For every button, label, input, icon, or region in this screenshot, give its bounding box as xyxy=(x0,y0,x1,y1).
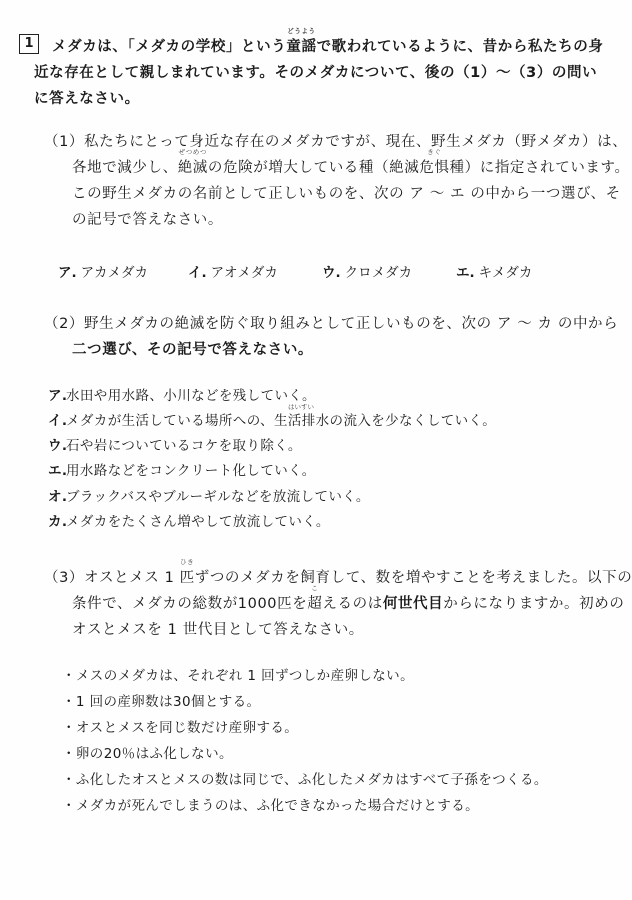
choice-text: アオメダカ xyxy=(210,265,278,281)
q1-choice-a xyxy=(58,261,148,281)
option-key: イ. xyxy=(48,413,68,429)
intro-text-b: で歌われているように、昔から私たちの身 xyxy=(316,39,604,55)
q3-text-b: えるのは xyxy=(322,596,383,612)
q1-text-c: 種）に指定されています。 xyxy=(449,160,630,176)
q2-option-a xyxy=(48,384,316,404)
intro-line-1 xyxy=(52,27,604,56)
q3-condition: ・メスのメダカは、それぞれ 1 回ずつしか産卵しない。 xyxy=(62,668,414,684)
q1-line-4: の記号で答えなさい。 xyxy=(72,212,223,228)
ruby-text: ひき xyxy=(180,558,195,566)
option-key: ウ. xyxy=(48,438,68,454)
ruby-text: こ xyxy=(311,584,319,592)
ruby-base: 匹 xyxy=(179,570,195,586)
option-text: メダカが生活している場所への、生活排水の流入を少なくしていく。 xyxy=(66,413,497,429)
q3-line-2 xyxy=(72,584,625,613)
q3-condition: ・卵の20％はふ化しない。 xyxy=(62,746,233,762)
q1-line-2 xyxy=(72,148,630,177)
question-number-box: 1 xyxy=(19,34,39,54)
q3-line-1 xyxy=(44,558,632,587)
ruby-base: 超 xyxy=(307,596,323,612)
choice-key: イ. xyxy=(188,265,207,281)
q2-option-u xyxy=(48,434,302,454)
intro-line-2: 近な存在として親しまれています。そのメダカについて、後の（1）～（3）の問い xyxy=(34,65,598,81)
option-text: メダカをたくさん増やして放流していく。 xyxy=(66,514,330,530)
q3-text-b: ずつのメダカを飼育して、数を増やすことを考えました。以下の xyxy=(194,570,632,586)
q3-condition: ・メダカが死んでしまうのは、ふ化できなかった場合だけとする。 xyxy=(62,798,479,814)
ruby-text: ぜつめつ xyxy=(178,148,207,156)
q1-text-b: の危険が増大している種（絶滅 xyxy=(207,160,420,176)
ruby-base: 絶滅 xyxy=(177,160,208,176)
option-text: ブラックバスやブルーギルなどを放流していく。 xyxy=(66,489,370,505)
q3-condition: ・1 回の産卵数は30個とする。 xyxy=(62,694,261,710)
choice-text: キメダカ xyxy=(478,265,533,281)
q2-option-o xyxy=(48,485,370,505)
choice-key: ウ. xyxy=(322,265,341,281)
ruby-hiki xyxy=(179,558,195,587)
q2-option-ka xyxy=(48,510,330,530)
q3-emphasis: 何世代目 xyxy=(382,596,444,612)
q1-choice-i xyxy=(188,261,278,281)
q2-option-i xyxy=(48,409,496,429)
option-key: カ. xyxy=(48,514,68,530)
ruby-base: 童謡 xyxy=(286,39,317,55)
ruby-base: 危惧 xyxy=(419,160,450,176)
option-text: 石や岩についているコケを取り除く。 xyxy=(66,438,302,454)
option-text: 用水路などをコンクリート化していく。 xyxy=(66,463,316,479)
q3-text-c: からになりますか。初めの xyxy=(443,596,625,612)
q1-line-3: この野生メダカの名前として正しいものを、次の ア ～ エ の中から一つ選び、そ xyxy=(72,186,621,202)
q3-condition: ・ふ化したオスとメスの数は同じで、ふ化したメダカはすべて子孫をつくる。 xyxy=(62,772,548,788)
intro-text-a: メダカは、「メダカの学校」という xyxy=(52,39,287,55)
option-key: ア. xyxy=(48,388,68,404)
ruby-text: きぐ xyxy=(427,148,442,156)
choice-text: クロメダカ xyxy=(344,265,413,281)
ruby-kigu xyxy=(419,148,450,177)
choice-key: ア. xyxy=(58,265,77,281)
q2-line-2: 二つ選び、その記号で答えなさい。 xyxy=(72,342,314,358)
q3-line-3: オスとメスを 1 世代目として答えなさい。 xyxy=(72,622,364,638)
q1-line-1: （1）私たちにとって身近な存在のメダカですが、現在、野生メダカ（野メダカ）は、 xyxy=(44,134,628,150)
intro-line-3: に答えなさい。 xyxy=(34,91,140,107)
ruby-zetsumetsu xyxy=(177,148,208,177)
q1-choice-u xyxy=(322,261,412,281)
ruby-ko xyxy=(307,584,323,613)
q3-condition: ・オスとメスを同じ数だけ産卵する。 xyxy=(62,720,299,736)
q2-line-1: （2）野生メダカの絶滅を防ぐ取り組みとして正しいものを、次の ア ～ カ の中から xyxy=(44,316,619,332)
ruby-text: どうよう xyxy=(287,27,316,35)
choice-key: エ. xyxy=(456,265,475,281)
q3-text-a: 条件で、メダカの総数が1000匹を xyxy=(72,596,308,612)
q1-choice-e xyxy=(456,261,532,281)
option-text: 水田や用水路、小川などを残していく。 xyxy=(66,388,316,404)
q3-text-a: （3）オスとメス 1 xyxy=(44,570,180,586)
option-key: エ. xyxy=(48,463,68,479)
choice-text: アカメダカ xyxy=(80,265,149,281)
q2-option-e xyxy=(48,459,316,479)
option-key: オ. xyxy=(48,489,68,505)
ruby-douyou xyxy=(286,27,317,56)
ruby-haisui: はいすい xyxy=(288,403,314,411)
q1-text-a: 各地で減少し、 xyxy=(72,160,178,176)
